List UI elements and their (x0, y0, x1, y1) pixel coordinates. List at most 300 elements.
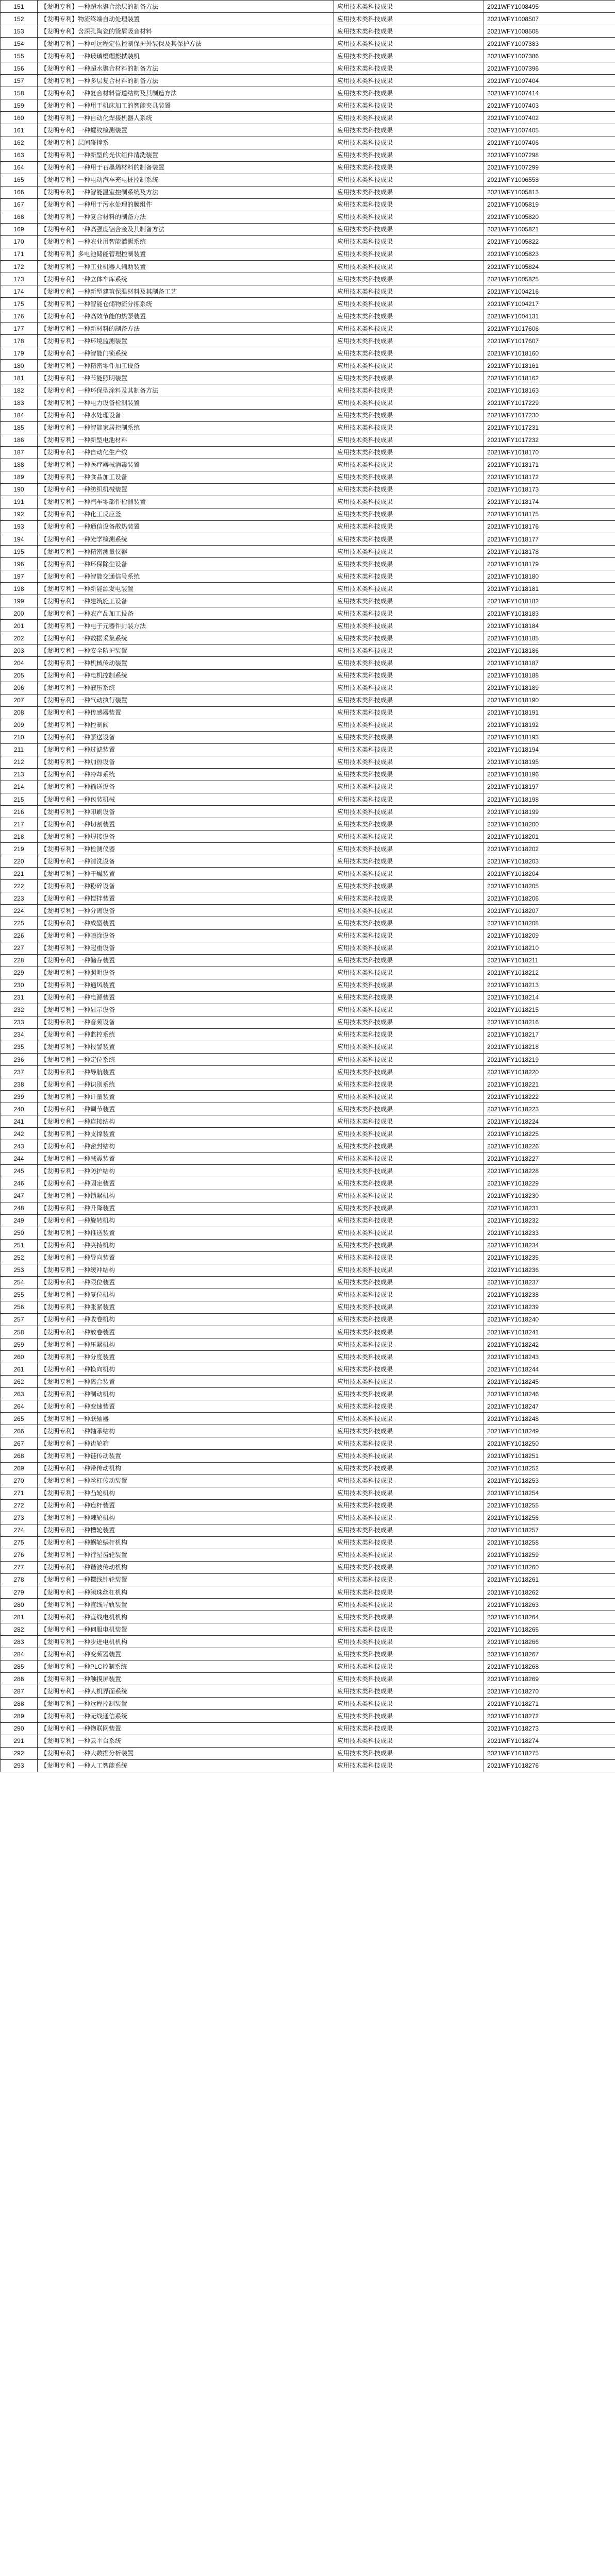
row-id: 2021WFY1018183 (484, 607, 615, 620)
row-title: 【发明专利】一种支撑装置 (38, 1128, 334, 1140)
row-id: 2021WFY1018208 (484, 917, 615, 929)
row-id: 2021WFY1018189 (484, 682, 615, 694)
row-number: 208 (1, 706, 38, 719)
row-number: 210 (1, 731, 38, 743)
row-id: 2021WFY1018270 (484, 1685, 615, 1698)
table-row (1, 1313, 615, 1326)
row-category: 应用技术类科技成果 (334, 905, 484, 917)
table-row (1, 1735, 615, 1747)
table-row (1, 1004, 615, 1016)
row-number: 266 (1, 1425, 38, 1437)
table-row (1, 1685, 615, 1698)
row-id: 2021WFY1018262 (484, 1586, 615, 1599)
row-category: 应用技术类科技成果 (334, 1450, 484, 1462)
table-row (1, 1376, 615, 1388)
row-id: 2021WFY1017607 (484, 335, 615, 347)
row-number: 178 (1, 335, 38, 347)
table-row (1, 186, 615, 198)
row-id: 2021WFY1018162 (484, 372, 615, 384)
row-id: 2021WFY1018230 (484, 1190, 615, 1202)
table-row (1, 1028, 615, 1041)
row-number: 288 (1, 1698, 38, 1710)
row-number: 165 (1, 174, 38, 186)
row-title: 【发明专利】一种环境监测装置 (38, 335, 334, 347)
row-title: 【发明专利】一种切割装置 (38, 818, 334, 831)
row-number: 215 (1, 793, 38, 806)
row-category: 应用技术类科技成果 (334, 1153, 484, 1165)
row-number: 233 (1, 1016, 38, 1028)
row-number: 244 (1, 1153, 38, 1165)
row-title: 【发明专利】含深孔陶瓷的烫屑吸音材料 (38, 25, 334, 38)
row-category: 应用技术类科技成果 (334, 1103, 484, 1115)
row-id: 2021WFY1018251 (484, 1450, 615, 1462)
table-row (1, 434, 615, 446)
row-title: 【发明专利】一种清洗设备 (38, 855, 334, 868)
row-category: 应用技术类科技成果 (334, 1, 484, 13)
row-title: 【发明专利】一种分度装置 (38, 1351, 334, 1363)
row-title: 【发明专利】一种连杆装置 (38, 1499, 334, 1512)
table-row (1, 124, 615, 137)
row-id: 2021WFY1018243 (484, 1351, 615, 1363)
row-id: 2021WFY1018186 (484, 645, 615, 657)
row-id: 2021WFY1018176 (484, 520, 615, 533)
table-row (1, 496, 615, 508)
row-id: 2021WFY1018163 (484, 384, 615, 397)
row-title: 【发明专利】一种建筑施工设备 (38, 595, 334, 607)
row-id: 2021WFY1018250 (484, 1437, 615, 1450)
row-title: 【发明专利】一种谐波传动机构 (38, 1561, 334, 1573)
row-category: 应用技术类科技成果 (334, 1462, 484, 1475)
row-id: 2021WFY1018227 (484, 1153, 615, 1165)
row-number: 239 (1, 1091, 38, 1103)
row-id: 2021WFY1018180 (484, 570, 615, 583)
row-number: 236 (1, 1053, 38, 1065)
row-title: 【发明专利】一种旋转机构 (38, 1214, 334, 1227)
table-row (1, 1053, 615, 1065)
row-number: 152 (1, 13, 38, 25)
row-category: 应用技术类科技成果 (334, 421, 484, 434)
table-row (1, 1190, 615, 1202)
row-id: 2021WFY1018274 (484, 1735, 615, 1747)
row-id: 2021WFY1018257 (484, 1524, 615, 1536)
row-id: 2021WFY1018232 (484, 1214, 615, 1227)
row-number: 292 (1, 1747, 38, 1759)
table-row (1, 719, 615, 731)
row-title: 【发明专利】一种控制阀 (38, 719, 334, 731)
row-id: 2021WFY1018242 (484, 1338, 615, 1351)
table-row (1, 1177, 615, 1190)
row-number: 240 (1, 1103, 38, 1115)
row-number: 193 (1, 520, 38, 533)
row-number: 194 (1, 533, 38, 546)
row-category: 应用技术类科技成果 (334, 1573, 484, 1586)
table-row (1, 1648, 615, 1660)
row-title: 【发明专利】一种汽车零部件检测装置 (38, 496, 334, 508)
row-number: 154 (1, 38, 38, 50)
row-number: 290 (1, 1722, 38, 1735)
row-title: 【发明专利】一种锁紧机构 (38, 1190, 334, 1202)
table-row (1, 657, 615, 669)
table-row (1, 1016, 615, 1028)
table-row (1, 1388, 615, 1400)
row-number: 180 (1, 360, 38, 372)
row-number: 256 (1, 1301, 38, 1313)
table-row (1, 929, 615, 942)
row-category: 应用技术类科技成果 (334, 1586, 484, 1599)
table-row (1, 831, 615, 843)
row-number: 153 (1, 25, 38, 38)
row-title: 【发明专利】一种触摸屏装置 (38, 1673, 334, 1685)
row-id: 2021WFY1004217 (484, 298, 615, 310)
row-category: 应用技术类科技成果 (334, 1313, 484, 1326)
row-category: 应用技术类科技成果 (334, 682, 484, 694)
table-row (1, 13, 615, 25)
row-title: 【发明专利】一种联轴器 (38, 1413, 334, 1425)
row-category: 应用技术类科技成果 (334, 62, 484, 75)
row-category: 应用技术类科技成果 (334, 360, 484, 372)
row-id: 2021WFY1018234 (484, 1239, 615, 1251)
table-row (1, 1573, 615, 1586)
row-id: 2021WFY1018160 (484, 347, 615, 360)
row-id: 2021WFY1007299 (484, 161, 615, 174)
row-title: 【发明专利】一种节能照明装置 (38, 372, 334, 384)
row-id: 2021WFY1018223 (484, 1103, 615, 1115)
row-category: 应用技术类科技成果 (334, 1376, 484, 1388)
table-row (1, 347, 615, 360)
row-category: 应用技术类科技成果 (334, 1078, 484, 1091)
row-title: 【发明专利】一种工业机器人辅助装置 (38, 260, 334, 273)
row-title: 【发明专利】一种PLC控制系统 (38, 1660, 334, 1673)
table-row (1, 793, 615, 806)
row-id: 2021WFY1018201 (484, 831, 615, 843)
row-title: 【发明专利】一种智能仓储物流分拣系统 (38, 298, 334, 310)
table-row (1, 731, 615, 743)
row-id: 2021WFY1018207 (484, 905, 615, 917)
row-title: 【发明专利】一种密封结构 (38, 1140, 334, 1153)
row-title: 【发明专利】一种超水聚合涂层的制备方法 (38, 1, 334, 13)
row-category: 应用技术类科技成果 (334, 1425, 484, 1437)
row-category: 应用技术类科技成果 (334, 1016, 484, 1028)
row-title: 【发明专利】一种用于石墨烯材料的制备装置 (38, 161, 334, 174)
row-number: 277 (1, 1561, 38, 1573)
table-row (1, 558, 615, 570)
row-title: 【发明专利】一种减震装置 (38, 1153, 334, 1165)
row-category: 应用技术类科技成果 (334, 50, 484, 62)
row-number: 212 (1, 756, 38, 768)
row-category: 应用技术类科技成果 (334, 1685, 484, 1698)
table-row (1, 1165, 615, 1177)
row-id: 2021WFY1018225 (484, 1128, 615, 1140)
row-title: 【发明专利】一种食品加工设备 (38, 471, 334, 483)
row-category: 应用技术类科技成果 (334, 917, 484, 929)
row-category: 应用技术类科技成果 (334, 657, 484, 669)
row-number: 253 (1, 1264, 38, 1276)
table-row (1, 174, 615, 186)
row-title: 【发明专利】一种伺服电机装置 (38, 1623, 334, 1636)
row-id: 2021WFY1018214 (484, 991, 615, 1004)
table-row (1, 1276, 615, 1289)
row-category: 应用技术类科技成果 (334, 149, 484, 161)
row-number: 252 (1, 1251, 38, 1264)
row-category: 应用技术类科技成果 (334, 781, 484, 793)
table-row (1, 781, 615, 793)
row-title: 【发明专利】一种物联网装置 (38, 1722, 334, 1735)
row-title: 【发明专利】一种安全防护装置 (38, 645, 334, 657)
row-number: 186 (1, 434, 38, 446)
table-row (1, 38, 615, 50)
row-id: 2021WFY1017606 (484, 323, 615, 335)
row-title: 【发明专利】一种防护结构 (38, 1165, 334, 1177)
table-row (1, 1722, 615, 1735)
row-number: 246 (1, 1177, 38, 1190)
row-title: 【发明专利】一种远程控制装置 (38, 1698, 334, 1710)
table-row (1, 161, 615, 174)
row-title: 【发明专利】一种离合装置 (38, 1376, 334, 1388)
row-category: 应用技术类科技成果 (334, 446, 484, 459)
row-title: 【发明专利】一种光学检测系统 (38, 533, 334, 546)
row-number: 232 (1, 1004, 38, 1016)
row-id: 2021WFY1018210 (484, 942, 615, 954)
table-row (1, 669, 615, 682)
row-id: 2021WFY1018255 (484, 1499, 615, 1512)
table-row (1, 508, 615, 520)
row-id: 2021WFY1005813 (484, 186, 615, 198)
row-title: 【发明专利】一种复位机构 (38, 1289, 334, 1301)
table-row (1, 905, 615, 917)
table-row (1, 546, 615, 558)
row-id: 2021WFY1018265 (484, 1623, 615, 1636)
table-row (1, 1202, 615, 1214)
row-number: 209 (1, 719, 38, 731)
row-category: 应用技术类科技成果 (334, 1710, 484, 1722)
table-row (1, 607, 615, 620)
row-title: 【发明专利】一种棘轮机构 (38, 1512, 334, 1524)
row-number: 223 (1, 892, 38, 905)
row-category: 应用技术类科技成果 (334, 991, 484, 1004)
row-number: 195 (1, 546, 38, 558)
row-number: 164 (1, 161, 38, 174)
row-category: 应用技术类科技成果 (334, 1214, 484, 1227)
table-row (1, 198, 615, 211)
row-number: 221 (1, 868, 38, 880)
row-id: 2021WFY1004216 (484, 285, 615, 298)
row-category: 应用技术类科技成果 (334, 397, 484, 409)
row-id: 2021WFY1018209 (484, 929, 615, 942)
row-number: 172 (1, 260, 38, 273)
row-title: 【发明专利】一种直线电机机构 (38, 1611, 334, 1623)
table-row (1, 50, 615, 62)
table-row (1, 743, 615, 756)
row-title: 【发明专利】一种自动化生产线 (38, 446, 334, 459)
table-row (1, 1475, 615, 1487)
row-title: 【发明专利】一种变频器装置 (38, 1648, 334, 1660)
row-title: 【发明专利】一种监控系统 (38, 1028, 334, 1041)
row-category: 应用技术类科技成果 (334, 1091, 484, 1103)
row-title: 【发明专利】一种通风装置 (38, 979, 334, 991)
row-category: 应用技术类科技成果 (334, 459, 484, 471)
table-row (1, 632, 615, 645)
row-title: 【发明专利】一种起重设备 (38, 942, 334, 954)
row-title: 【发明专利】一种连接结构 (38, 1115, 334, 1128)
row-category: 应用技术类科技成果 (334, 694, 484, 706)
row-category: 应用技术类科技成果 (334, 793, 484, 806)
row-title: 【发明专利】一种电源装置 (38, 991, 334, 1004)
row-number: 162 (1, 137, 38, 149)
row-title: 【发明专利】一种无线通信系统 (38, 1710, 334, 1722)
row-title: 【发明专利】一种齿轮箱 (38, 1437, 334, 1450)
table-row (1, 917, 615, 929)
row-title: 【发明专利】一种调节装置 (38, 1103, 334, 1115)
table-row (1, 421, 615, 434)
row-category: 应用技术类科技成果 (334, 483, 484, 496)
row-title: 【发明专利】一种环保型涂料及其制备方法 (38, 384, 334, 397)
row-category: 应用技术类科技成果 (334, 1264, 484, 1276)
row-category: 应用技术类科技成果 (334, 1004, 484, 1016)
row-title: 【发明专利】一种用于机床加工的智能夹具装置 (38, 99, 334, 112)
row-title: 【发明专利】一种农业用智能灌溉系统 (38, 235, 334, 248)
row-title: 【发明专利】一种摆线针轮装置 (38, 1573, 334, 1586)
table-row (1, 880, 615, 892)
row-title: 【发明专利】一种智能温室控制系统及方法 (38, 186, 334, 198)
row-id: 2021WFY1018179 (484, 558, 615, 570)
row-category: 应用技术类科技成果 (334, 831, 484, 843)
row-number: 234 (1, 1028, 38, 1041)
row-number: 207 (1, 694, 38, 706)
row-id: 2021WFY1018174 (484, 496, 615, 508)
row-id: 2021WFY1018221 (484, 1078, 615, 1091)
row-id: 2021WFY1005822 (484, 235, 615, 248)
row-title: 【发明专利】一种直线导轨装置 (38, 1599, 334, 1611)
row-category: 应用技术类科技成果 (334, 1660, 484, 1673)
row-number: 242 (1, 1128, 38, 1140)
row-id: 2021WFY1018215 (484, 1004, 615, 1016)
row-category: 应用技术类科技成果 (334, 99, 484, 112)
row-title: 【发明专利】一种立体车库系统 (38, 273, 334, 285)
table-row (1, 1066, 615, 1078)
row-title: 【发明专利】一种新型建筑保温材料及其制备工艺 (38, 285, 334, 298)
table-row (1, 1673, 615, 1685)
row-title: 【发明专利】一种压紧机构 (38, 1338, 334, 1351)
row-id: 2021WFY1018220 (484, 1066, 615, 1078)
row-category: 应用技术类科技成果 (334, 1437, 484, 1450)
table-row (1, 595, 615, 607)
table-row (1, 62, 615, 75)
row-category: 应用技术类科技成果 (334, 273, 484, 285)
row-category: 应用技术类科技成果 (334, 174, 484, 186)
row-title: 【发明专利】一种检测仪器 (38, 843, 334, 855)
row-category: 应用技术类科技成果 (334, 1536, 484, 1549)
row-number: 160 (1, 112, 38, 124)
row-category: 应用技术类科技成果 (334, 260, 484, 273)
row-id: 2021WFY1007404 (484, 75, 615, 87)
row-number: 201 (1, 620, 38, 632)
row-category: 应用技术类科技成果 (334, 1028, 484, 1041)
table-row (1, 1351, 615, 1363)
row-number: 190 (1, 483, 38, 496)
row-number: 158 (1, 87, 38, 99)
row-id: 2021WFY1018192 (484, 719, 615, 731)
row-id: 2021WFY1018177 (484, 533, 615, 546)
row-number: 247 (1, 1190, 38, 1202)
table-row (1, 483, 615, 496)
row-title: 【发明专利】一种可远程定位控制保护外装保及其保护方法 (38, 38, 334, 50)
row-number: 197 (1, 570, 38, 583)
row-title: 【发明专利】一种气动执行装置 (38, 694, 334, 706)
row-category: 应用技术类科技成果 (334, 471, 484, 483)
row-title: 【发明专利】多电池储能管理控制装置 (38, 248, 334, 260)
row-number: 241 (1, 1115, 38, 1128)
row-category: 应用技术类科技成果 (334, 1400, 484, 1413)
row-title: 【发明专利】一种机械传动装置 (38, 657, 334, 669)
row-number: 237 (1, 1066, 38, 1078)
row-category: 应用技术类科技成果 (334, 1165, 484, 1177)
row-category: 应用技术类科技成果 (334, 25, 484, 38)
table-row (1, 868, 615, 880)
row-category: 应用技术类科技成果 (334, 880, 484, 892)
table-row (1, 1338, 615, 1351)
table-row (1, 211, 615, 223)
row-category: 应用技术类科技成果 (334, 669, 484, 682)
table-row (1, 1759, 615, 1772)
row-category: 应用技术类科技成果 (334, 620, 484, 632)
table-row (1, 1103, 615, 1115)
row-id: 2021WFY1018191 (484, 706, 615, 719)
row-number: 204 (1, 657, 38, 669)
row-number: 230 (1, 979, 38, 991)
table-row (1, 87, 615, 99)
row-title: 【发明专利】一种制动机构 (38, 1388, 334, 1400)
row-category: 应用技术类科技成果 (334, 186, 484, 198)
row-title: 【发明专利】一种收卷机构 (38, 1313, 334, 1326)
row-category: 应用技术类科技成果 (334, 508, 484, 520)
table-row (1, 1586, 615, 1599)
row-id: 2021WFY1007402 (484, 112, 615, 124)
row-id: 2021WFY1007406 (484, 137, 615, 149)
row-title: 【发明专利】一种水处理设备 (38, 409, 334, 421)
row-number: 280 (1, 1599, 38, 1611)
row-category: 应用技术类科技成果 (334, 843, 484, 855)
row-category: 应用技术类科技成果 (334, 967, 484, 979)
row-id: 2021WFY1006558 (484, 174, 615, 186)
row-category: 应用技术类科技成果 (334, 558, 484, 570)
row-title: 【发明专利】一种计量装置 (38, 1091, 334, 1103)
row-id: 2021WFY1018199 (484, 806, 615, 818)
row-number: 261 (1, 1363, 38, 1376)
row-category: 应用技术类科技成果 (334, 645, 484, 657)
row-title: 【发明专利】一种导航装置 (38, 1066, 334, 1078)
row-title: 【发明专利】一种电动汽车充电桩控制系统 (38, 174, 334, 186)
table-row (1, 1747, 615, 1759)
row-number: 176 (1, 310, 38, 323)
row-id: 2021WFY1004131 (484, 310, 615, 323)
row-number: 258 (1, 1326, 38, 1338)
row-number: 231 (1, 991, 38, 1004)
row-number: 173 (1, 273, 38, 285)
table-row (1, 1499, 615, 1512)
row-number: 269 (1, 1462, 38, 1475)
table-row (1, 1140, 615, 1153)
row-category: 应用技术类科技成果 (334, 1128, 484, 1140)
row-id: 2021WFY1018263 (484, 1599, 615, 1611)
row-title: 【发明专利】一种玻璃樱帽擦拭装机 (38, 50, 334, 62)
row-category: 应用技术类科技成果 (334, 1251, 484, 1264)
row-id: 2021WFY1018219 (484, 1053, 615, 1065)
row-number: 227 (1, 942, 38, 954)
row-number: 282 (1, 1623, 38, 1636)
row-category: 应用技术类科技成果 (334, 1487, 484, 1499)
table-row (1, 1512, 615, 1524)
row-number: 171 (1, 248, 38, 260)
